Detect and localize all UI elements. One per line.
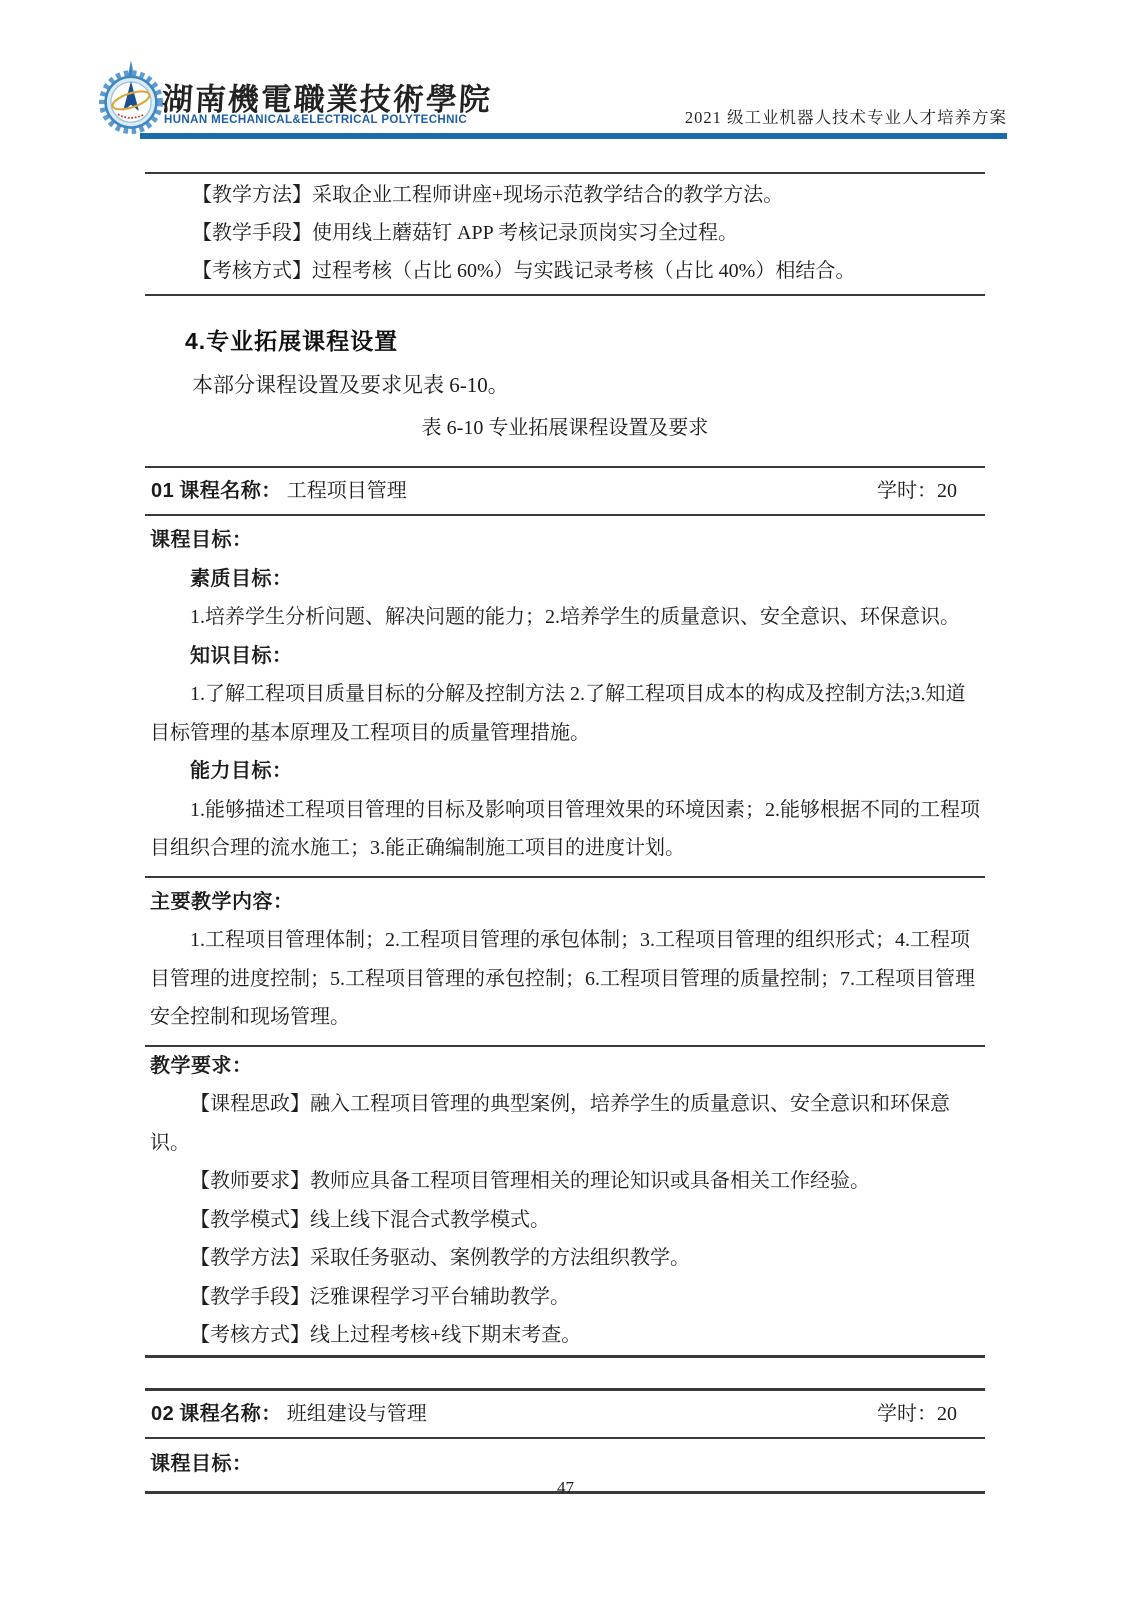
course-hours-cell bbox=[877, 1400, 979, 1428]
course-table-01 bbox=[145, 466, 985, 1358]
quality-goal-text: 1.培养学生分析问题、解决问题的能力；2.培养学生的质量意识、安全意识、环保意识。 bbox=[190, 606, 960, 628]
section-intro: 本部分课程设置及要求见表 6-10。 bbox=[192, 373, 509, 397]
school-emblem-gear-icon bbox=[96, 58, 166, 134]
page-content bbox=[145, 172, 985, 1494]
course-requirements-section bbox=[145, 1047, 985, 1358]
requirement-line-means: 【教学手段】泛雅课程学习平台辅助教学。 bbox=[190, 1285, 570, 1308]
course-content-section bbox=[145, 878, 985, 1047]
school-name-english: HUNAN MECHANICAL&ELECTRICAL POLYTECHNIC bbox=[164, 114, 468, 126]
hours-value: 20 bbox=[937, 480, 957, 502]
requirements-title: 教学要求： bbox=[150, 1054, 253, 1077]
content-text: 1.工程项目管理体制；2.工程项目管理的承包体制；3.工程项目管理的组织形式；4.工程项目管理的进度控制；5.工程项目管理的承包控制；6.工程项目管理的质量控制；7.工程项目管理安全控制和现场管理。 bbox=[150, 929, 975, 1028]
goals-title: 课程目标： bbox=[150, 529, 253, 551]
teaching-method-line: 【教学方法】采取企业工程师讲座+现场示范教学结合的教学方法。 bbox=[192, 184, 784, 206]
course-hours-cell bbox=[877, 477, 979, 505]
requirement-line-assessment: 【考核方式】线上过程考核+线下期末考查。 bbox=[190, 1324, 582, 1346]
header-divider bbox=[140, 133, 1007, 139]
course-header-row bbox=[145, 1391, 985, 1439]
page-number: 47 bbox=[557, 1478, 574, 1497]
ability-goal-text: 1.能够描述工程项目管理的目标及影响项目管理效果的环境因素；2.能够根据不同的工程项目组织合理的流水施工；3.能正确编制施工项目的进度计划。 bbox=[150, 798, 980, 859]
goals-title: 课程目标： bbox=[150, 1452, 253, 1475]
knowledge-goal-text: 1.了解工程项目质量目标的分解及控制方法 2.了解工程项目成本的构成及控制方法;3.知道目标管理的基本原理及工程项目的质量管理措施。 bbox=[150, 683, 966, 744]
course-name-cell bbox=[151, 477, 407, 505]
content-title: 主要教学内容： bbox=[150, 890, 294, 913]
teaching-method-box bbox=[145, 172, 985, 296]
knowledge-goal-title: 知识目标： bbox=[190, 644, 293, 667]
school-name-chinese: 湖南機電職業技術學院 bbox=[160, 82, 493, 117]
requirement-line-mode: 【教学模式】线上线下混合式教学模式。 bbox=[190, 1208, 550, 1231]
table-caption: 表 6-10 专业拓展课程设置及要求 bbox=[421, 417, 709, 439]
course-name-label: 课程名称： bbox=[179, 480, 282, 502]
course-name-value: 班组建设与管理 bbox=[286, 1402, 427, 1425]
course-name-cell bbox=[151, 1400, 427, 1428]
ability-goal-title: 能力目标： bbox=[190, 760, 293, 782]
hours-label: 学时： bbox=[877, 1402, 937, 1425]
hours-label: 学时： bbox=[877, 480, 937, 502]
document-title: 2021 级工业机器人技术专业人才培养方案 bbox=[684, 108, 1007, 127]
course-name-value: 工程项目管理 bbox=[286, 480, 407, 502]
course-number: 01 bbox=[151, 480, 175, 502]
hours-value: 20 bbox=[937, 1402, 957, 1425]
course-header-row bbox=[145, 468, 985, 516]
section-heading: 4.专业拓展课程设置 bbox=[185, 328, 399, 354]
assessment-line: 【考核方式】过程考核（占比 60%）与实践记录考核（占比 40%）相结合。 bbox=[192, 260, 856, 282]
teaching-means-line: 【教学手段】使用线上蘑菇钉 APP 考核记录顶岗实习全过程。 bbox=[192, 222, 738, 244]
requirement-line-ideology: 【课程思政】融入工程项目管理的典型案例，培养学生的质量意识、安全意识和环保意识。 bbox=[150, 1093, 950, 1154]
course-number: 02 bbox=[151, 1402, 175, 1425]
course-name-label: 课程名称： bbox=[179, 1402, 282, 1425]
quality-goal-title: 素质目标： bbox=[190, 567, 293, 590]
requirement-line-method: 【教学方法】采取任务驱动、案例教学的方法组织教学。 bbox=[190, 1247, 690, 1269]
course-goals-section bbox=[145, 516, 985, 878]
requirement-line-teacher: 【教师要求】教师应具备工程项目管理相关的理论知识或具备相关工作经验。 bbox=[190, 1170, 870, 1192]
